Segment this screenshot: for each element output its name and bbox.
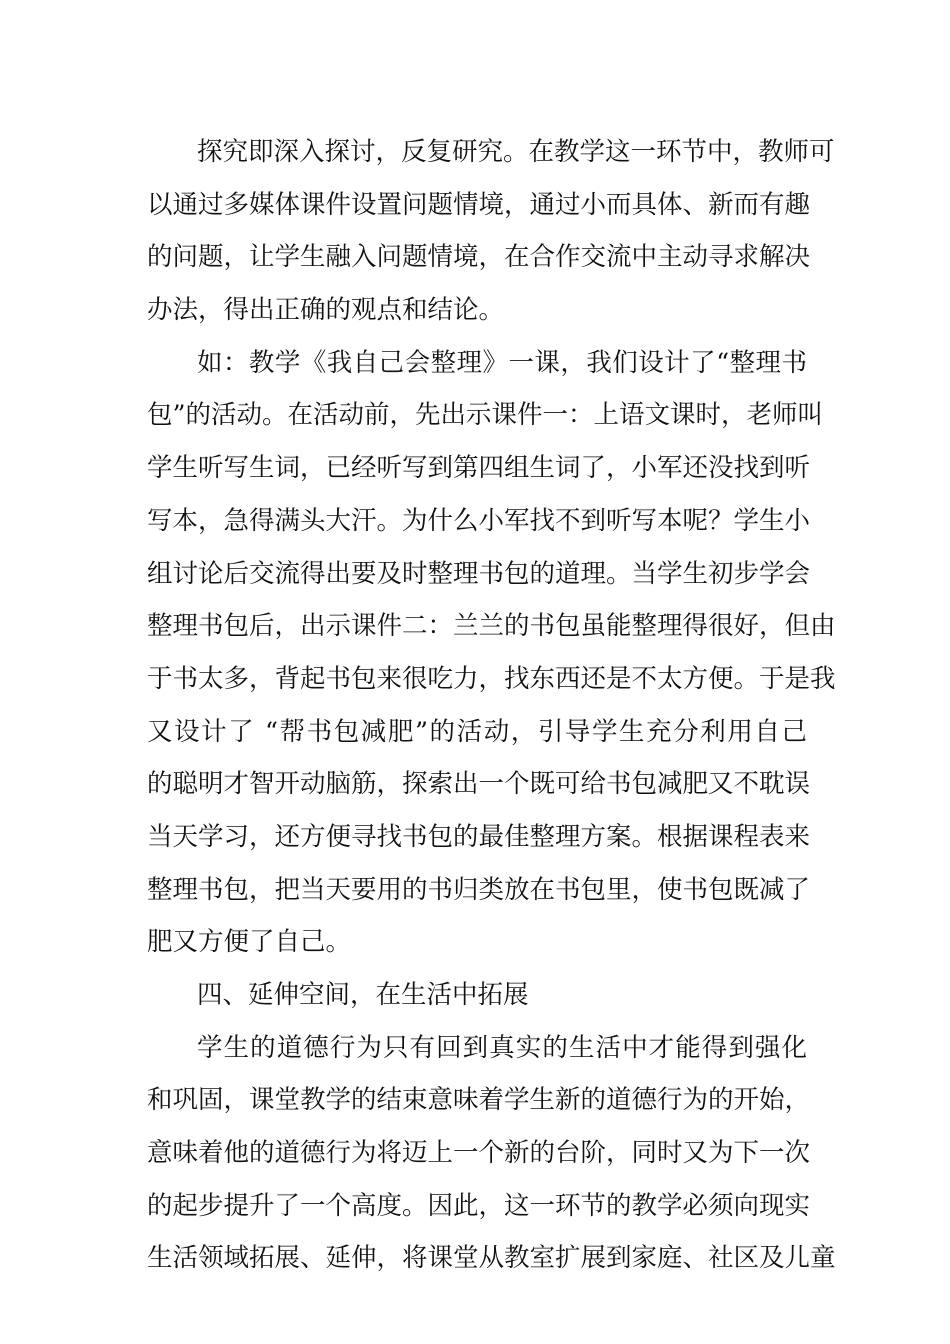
text-line: 四、延伸空间，在生活中拓展 — [197, 980, 529, 1010]
text-line: 组讨论后交流得出要及时整理书包的道理。当学生初步学会 — [147, 558, 811, 589]
text-line: 肥又方便了自己。 — [147, 927, 352, 958]
text-line: 学生听写生词，已经听写到第四组生词了，小军还没找到听 — [147, 453, 811, 484]
text-line: 以通过多媒体课件设置问题情境，通过小而具体、新而有趣 — [147, 189, 811, 220]
text-line: 如：教学《我自己会整理》一课，我们设计了“整理书 — [197, 347, 807, 378]
text-line: 的聪明才智开动脑筋，探索出一个既可给书包减肥又不耽误 — [147, 769, 811, 800]
text-line: 又设计了 “帮书包减肥”的活动，引导学生充分利用自己 — [147, 716, 807, 747]
text-line: 整理书包后，出示课件二：兰兰的书包虽能整理得很好，但由 — [147, 611, 836, 642]
text-line: 的起步提升了一个高度。因此，这一环节的教学必须向现实 — [147, 1190, 811, 1221]
text-line: 于书太多，背起书包来很吃力，找东西还是不太方便。于是我 — [147, 663, 836, 694]
text-line: 的问题，让学生融入问题情境，在合作交流中主动寻求解决 — [147, 242, 811, 273]
text-line: 整理书包，把当天要用的书归类放在书包里，使书包既减了 — [147, 874, 811, 905]
text-line: 办法，得出正确的观点和结论。 — [147, 295, 505, 326]
text-line: 和巩固，课堂教学的结束意味着学生新的道德行为的开始， — [147, 1085, 811, 1116]
text-line: 学生的道德行为只有回到真实的生活中才能得到强化 — [197, 1032, 807, 1063]
text-line: 意味着他的道德行为将迈上一个新的台阶，同时又为下一次 — [147, 1138, 811, 1169]
body-text — [147, 126, 836, 1285]
text-line: 包”的活动。在活动前，先出示课件一：上语文课时，老师叫 — [147, 400, 824, 431]
text-line: 探究即深入探讨，反复研究。在教学这一环节中，教师可 — [197, 137, 835, 167]
text-line: 当天学习，还方便寻找书包的最佳整理方案。根据课程表来 — [147, 821, 811, 852]
text-line: 写本，急得满头大汗。为什么小军找不到听写本呢？学生小 — [147, 505, 811, 536]
text-line: 生活领域拓展、延伸，将课堂从教室扩展到家庭、社区及儿童 — [147, 1243, 836, 1274]
